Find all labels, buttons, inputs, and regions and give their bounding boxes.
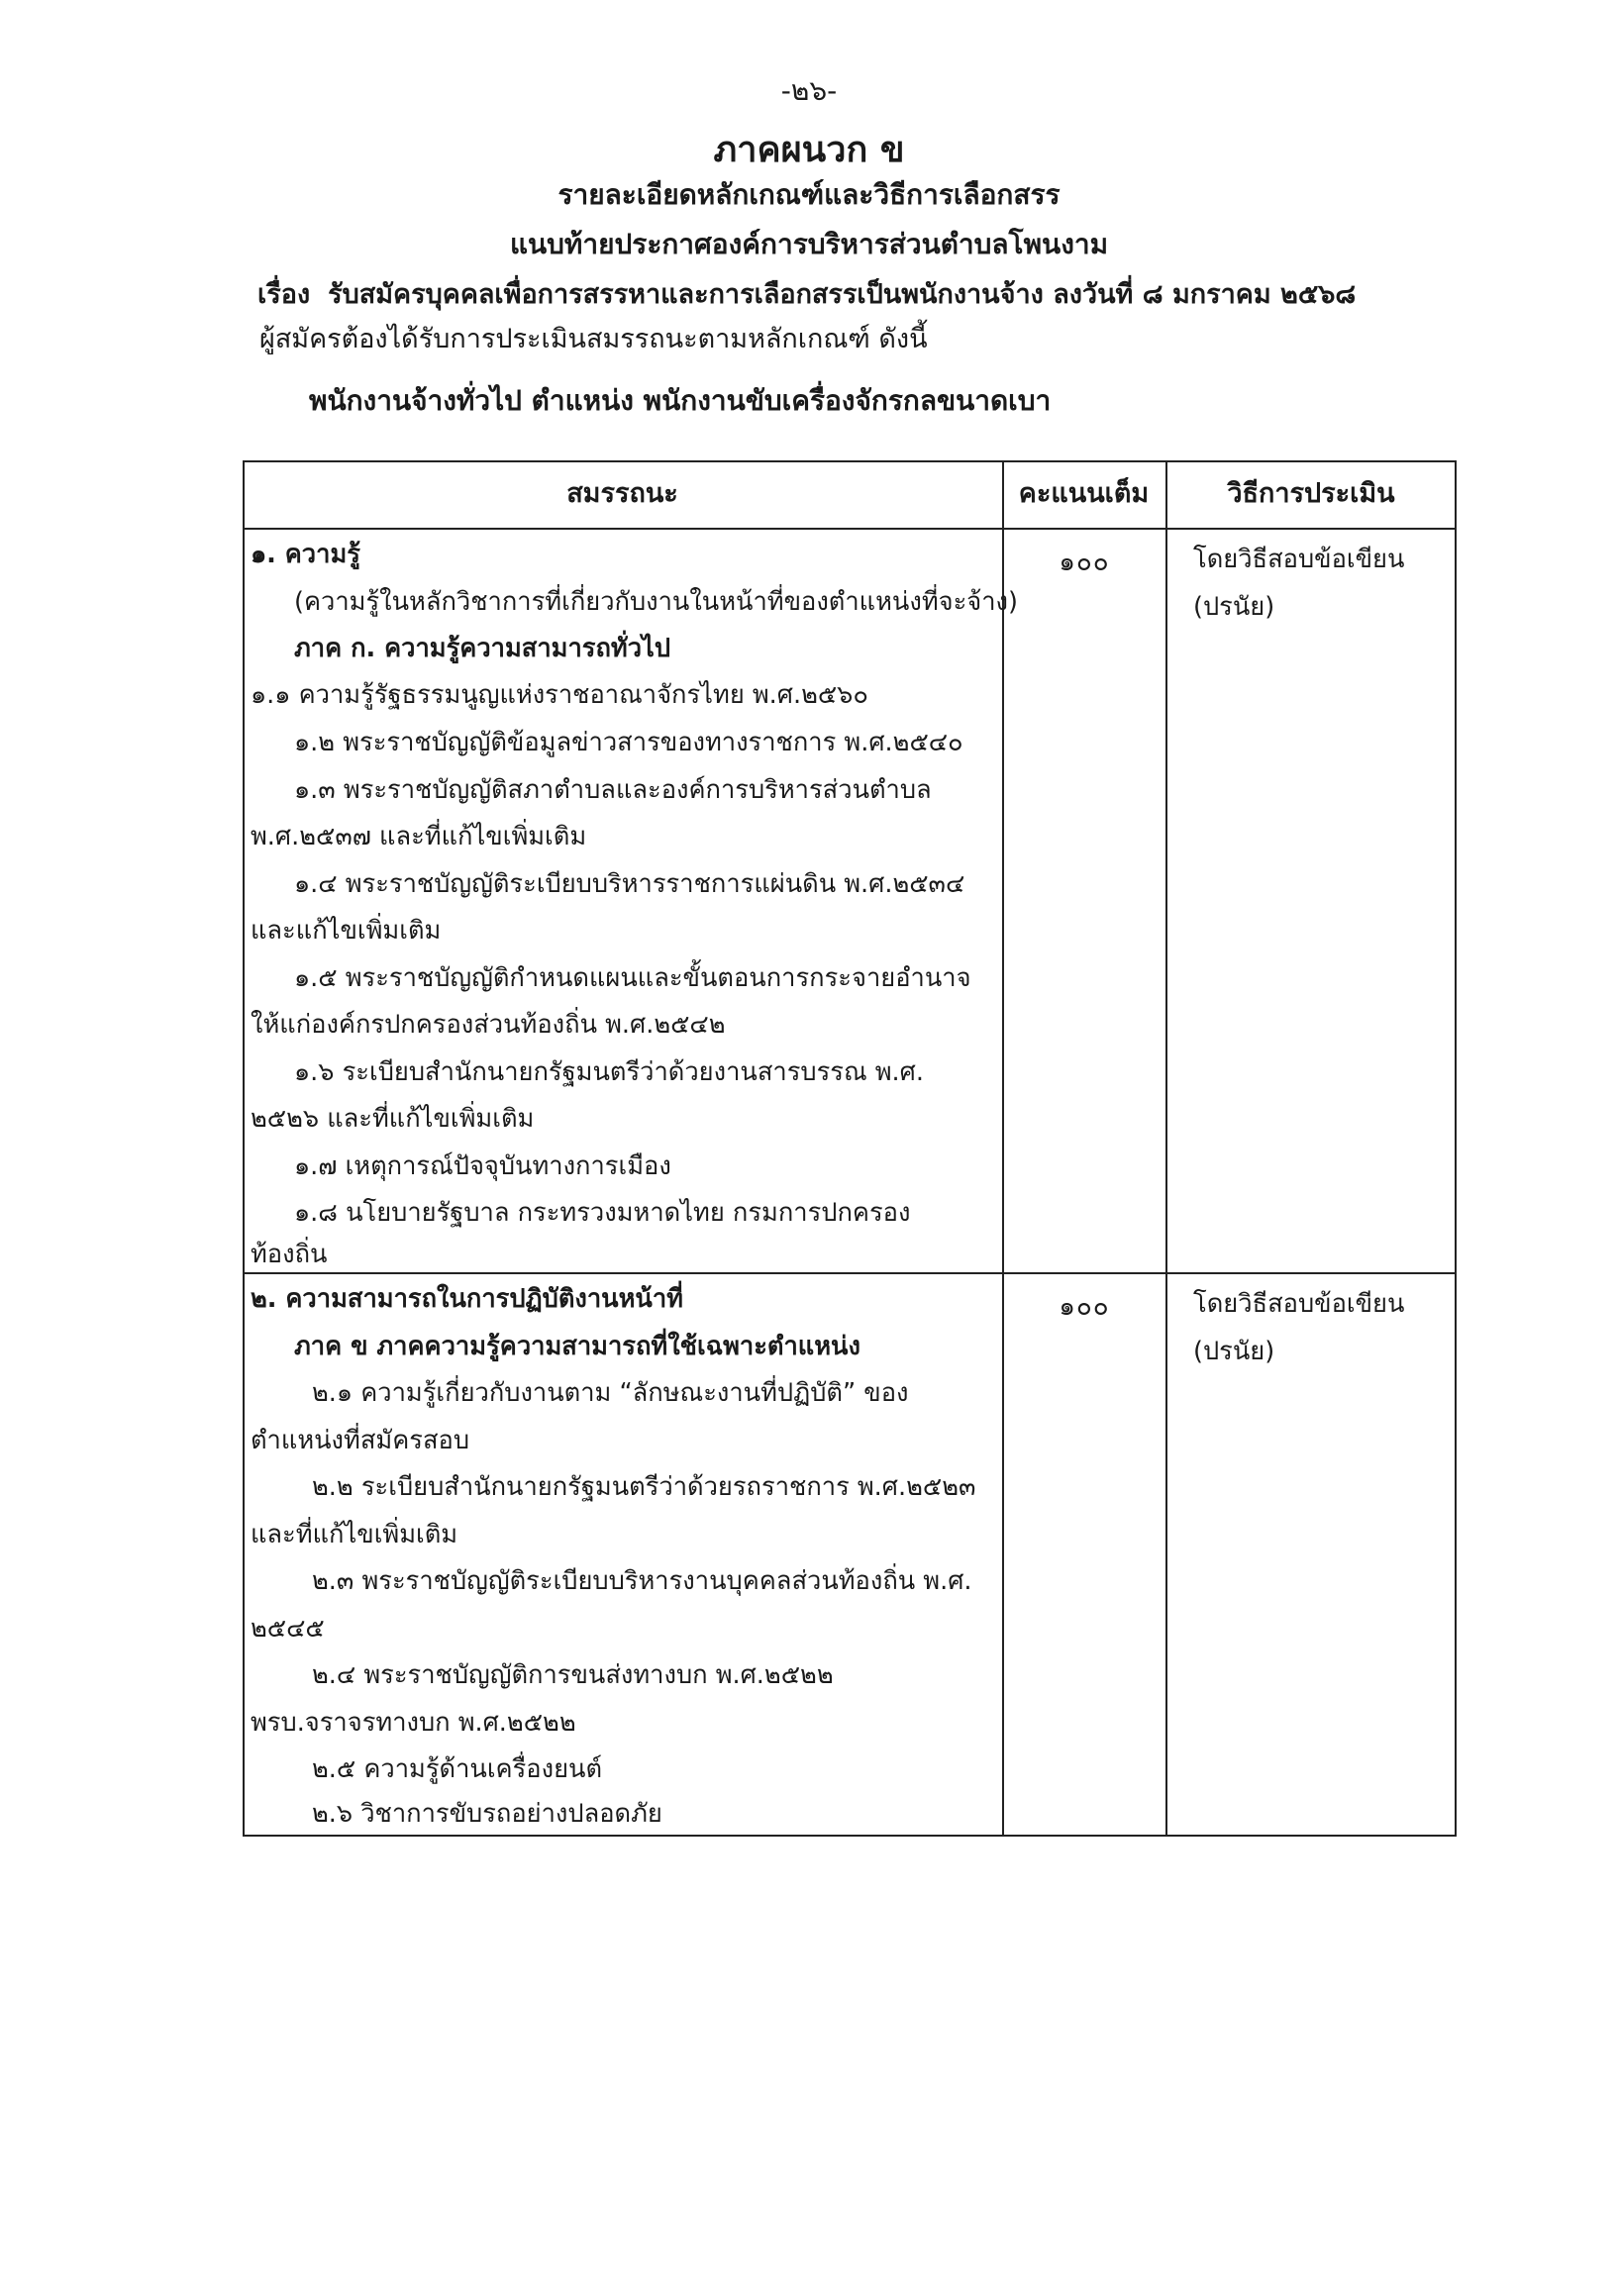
page-number: -๒๖- [780,74,838,107]
section2-line: ๒.๖ วิชาการขับรถอย่างปลอดภัย [312,1799,662,1829]
section1-line: ๑.๕ พระราชบัญญัติกำหนดแผนและขั้นตอนการกระจายอำนาจ [294,963,971,993]
section2-subheading: ภาค ข ภาคความรู้ความสามารถที่ใช้เฉพาะตำแหน่ง [294,1332,860,1361]
section1-method: โดยวิธีสอบข้อเขียน [1193,545,1405,574]
section2-line: ๒.๔ พระราชบัญญัติการขนส่งทางบก พ.ศ.๒๕๒๒ [312,1660,834,1690]
section1-line: ๑.๓ พระราชบัญญัติสภาตำบลและองค์การบริหารส่วนตำบล [294,775,932,805]
intro-text: ผู้สมัครต้องได้รับการประเมินสมรรถนะตามหลักเกณฑ์ ดังนี้ [259,324,928,354]
section1-line: (ความรู้ในหลักวิชาการที่เกี่ยวกับงานในหน้าที่ของตำแหน่งที่จะจ้าง) [294,587,1018,617]
section1-line: ๑.๗ เหตุการณ์ปัจจุบันทางการเมือง [294,1151,671,1181]
section1-line: ให้แก่องค์กรปกครองส่วนท้องถิ่น พ.ศ.๒๕๔๒ [251,1010,726,1040]
section2-line: และที่แก้ไขเพิ่มเติม [251,1520,458,1549]
section1-subheading: ภาค ก. ความรู้ความสามารถทั่วไป [294,634,671,663]
section2-line: ๒๕๔๕ [251,1614,325,1644]
section2-score: ๑๐๐ [1059,1292,1110,1322]
subtitle-line-2: แนบท้ายประกาศองค์การบริหารส่วนตำบลโพนงาม [509,228,1109,260]
section1-line: ๑.๒ พระราชบัญญัติข้อมูลข่าวสารของทางราชการ พ.ศ.๒๕๔๐ [294,728,963,757]
section1-line: ๒๕๒๖ และที่แก้ไขเพิ่มเติม [251,1104,535,1134]
section1-heading: ๑. ความรู้ [251,540,360,569]
section2-line: ตำแหน่งที่สมัครสอบ [251,1426,470,1455]
section1-line: ๑.๔ พระราชบัญญัติระเบียบบริหารราชการแผ่นดิน พ.ศ.๒๕๓๔ [294,869,965,899]
column-divider [1002,460,1004,1837]
section1-score: ๑๐๐ [1059,548,1110,577]
section2-line: ๒.๑ ความรู้เกี่ยวกับงานตาม “ลักษณะงานที่ปฏิบัติ” ของ [312,1378,909,1408]
header-competency: สมรรถนะ [566,478,678,509]
section2-heading: ๒. ความสามารถในการปฏิบัติงานหน้าที่ [251,1284,683,1314]
section1-line: พ.ศ.๒๕๓๗ และที่แก้ไขเพิ่มเติม [251,822,587,851]
section2-line: พรบ.จราจรทางบก พ.ศ.๒๕๒๒ [251,1708,576,1738]
section2-method-type: (ปรนัย) [1193,1337,1275,1366]
section1-line: ๑.๘ นโยบายรัฐบาล กระทรวงมหาดไทย กรมการปกครอง [294,1198,911,1228]
section1-line: ๑.๑ ความรู้รัฐธรรมนูญแห่งราชอาณาจักรไทย พ.ศ.๒๕๖๐ [251,680,868,710]
section1-method-type: (ปรนัย) [1193,592,1275,622]
column-divider [1165,460,1167,1837]
page-title: ภาคผนวก ข [713,130,905,170]
section2-line: ๒.๒ ระเบียบสำนักนายกรัฐมนตรีว่าด้วยรถราชการ พ.ศ.๒๕๒๓ [312,1472,976,1502]
competency-table [243,460,1457,1837]
subject-label: เรื่อง [257,279,311,310]
section2-line: ๒.๕ ความรู้ด้านเครื่องยนต์ [312,1754,603,1784]
row-divider [243,1272,1457,1274]
header-full-score: คะแนนเต็ม [1018,478,1150,509]
section2-line: ๒.๓ พระราชบัญญัติระเบียบบริหารงานบุคคลส่วนท้องถิ่น พ.ศ. [312,1566,972,1596]
row-divider [243,528,1457,530]
subject-text: รับสมัครบุคคลเพื่อการสรรหาและการเลือกสรรเป็นพนักงานจ้าง ลงวันที่ ๘ มกราคม ๒๕๖๘ [328,279,1357,310]
subject-line [257,272,1396,315]
table-border [243,460,1457,1837]
section1-line: ท้องถิ่น [251,1240,328,1269]
section1-line: และแก้ไขเพิ่มเติม [251,916,442,946]
header-method: วิธีการประเมิน [1227,478,1395,509]
section1-line: ๑.๖ ระเบียบสำนักนายกรัฐมนตรีว่าด้วยงานสารบรรณ พ.ศ. [294,1057,924,1087]
position-title: พนักงานจ้างทั่วไป ตำแหน่ง พนักงานขับเครื่องจักรกลขนาดเบา [309,384,1052,417]
section2-method: โดยวิธีสอบข้อเขียน [1193,1289,1405,1319]
subtitle-line-1: รายละเอียดหลักเกณฑ์และวิธีการเลือกสรร [557,178,1061,211]
